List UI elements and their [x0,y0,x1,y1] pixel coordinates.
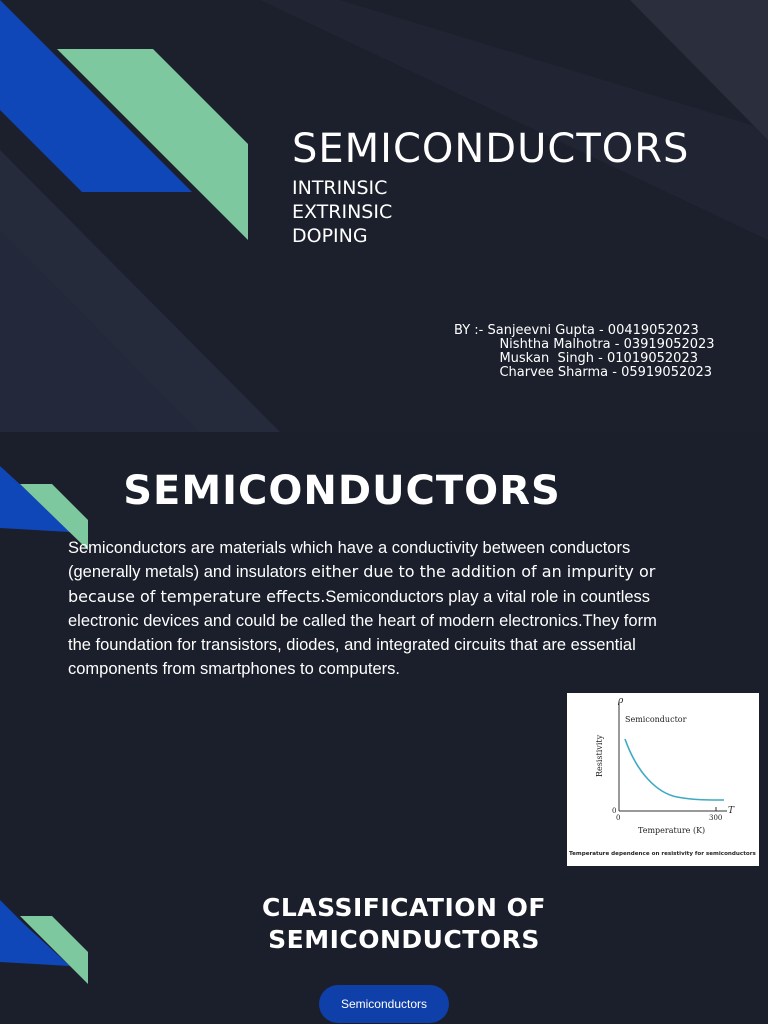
title-slide [0,0,768,432]
classification-slide [0,870,768,1024]
x-tick-label: 300 [709,814,723,822]
paragraph-text: either due to the addition of an impurity or because of temperature effects. [68,562,656,606]
resistivity-graph [567,693,759,866]
x-axis-label: Temperature (K) [638,826,706,835]
curve-label: Semiconductor [625,715,687,724]
title-line: CLASSIFICATION OF [261,893,546,922]
y-symbol: ρ [618,696,624,706]
figure-caption: Temperature dependence on resistivity for semiconductors [569,851,756,857]
subtopic-item: INTRINSIC [292,177,388,199]
semiconductors-node: Semiconductors [319,985,449,1023]
subtopic-list [292,176,392,248]
author-list: BY :- Sanjeevni Gupta - 00419052023 Nishtha Malhotra - 03919052023 Muskan Singh - 01019052023 Charvee Sharma - 05919052023 [454,323,715,380]
subtopic-item: EXTRINSIC [292,201,393,223]
title-line: SEMICONDUCTORS [268,925,540,954]
resistivity-figure [567,693,759,866]
slide-title [0,892,768,956]
y-tick-label: 0 [612,807,617,815]
subtopic-item: DOPING [292,225,368,247]
definition-paragraph [68,536,658,682]
paragraph-text: Semiconductors are materials which have a conductivity between conductors (generally metals) and insulators [68,539,631,582]
slide-title: SEMICONDUCTORS [292,126,690,172]
slide-title: SEMICONDUCTORS [123,468,561,514]
x-tick-label: 0 [616,814,621,822]
paragraph-text: Semiconductors play a vital role in countless electronic devices and could be called the heart of modern electronics.They form the foundation for transistors, diodes, and integrated circuits that are essential components from smartphones to computers. [68,587,657,679]
resistivity-curve [625,739,724,800]
definition-slide [0,432,768,870]
x-symbol: T [728,806,735,816]
y-axis-label: Resistivity [595,734,604,777]
